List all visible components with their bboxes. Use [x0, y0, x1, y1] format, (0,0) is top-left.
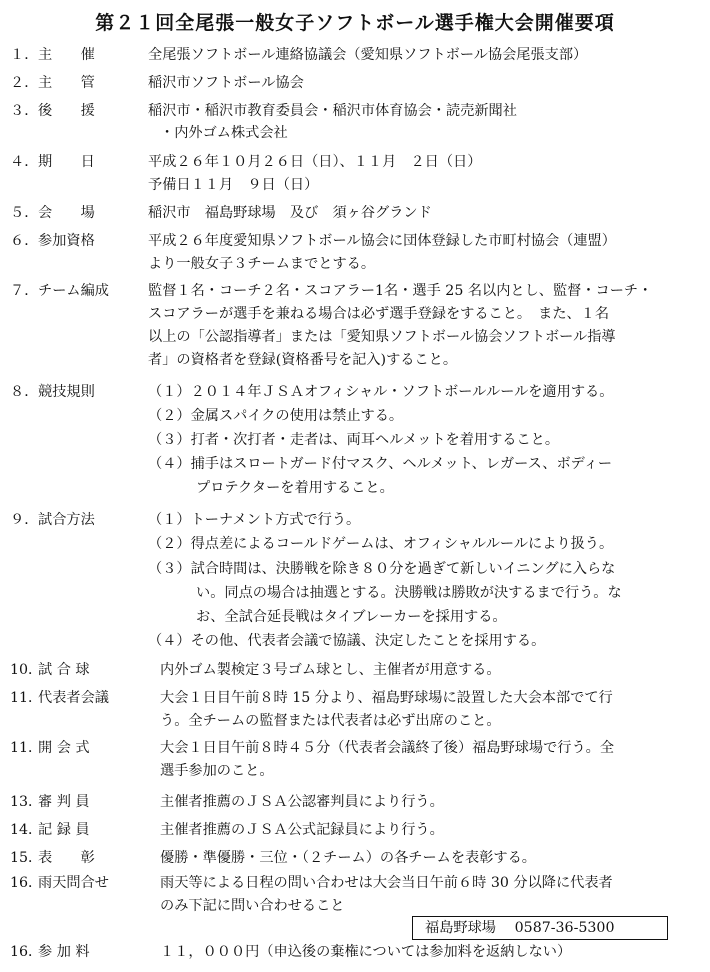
- item-text-line: （４）捕手はスロートガード付マスク、ヘルメット、レガース、ボディー: [148, 456, 613, 472]
- item-label: 主 管: [38, 75, 95, 91]
- item-label: 参 加 料: [38, 944, 90, 960]
- item-text-line: 全尾張ソフトボール連絡協議会（愛知県ソフトボール協会尾張支部）: [148, 47, 588, 63]
- item-text-line: 主催者推薦のＪＳＡ公式記録員により行う。: [160, 822, 444, 838]
- item-label: 期 日: [38, 154, 95, 170]
- item-text-line: 監督１名・コーチ２名・スコアラー1名・選手 25 名以内とし、監督・コーチ・: [148, 283, 653, 299]
- item-number: ５．: [10, 205, 39, 221]
- item-text-line: 大会１日目午前８時 15 分より、福島野球場に設置した大会本部でて行: [160, 690, 613, 706]
- contact-box: 福島野球場 0587-36-5300: [412, 916, 668, 940]
- item-number: 10．: [10, 662, 43, 678]
- item-text-line: （１）トーナメント方式で行う。: [148, 512, 361, 528]
- item-number: 13．: [10, 794, 43, 810]
- item-number: １．: [10, 47, 39, 63]
- item-text-line: （３）打者・次打者・走者は、両耳ヘルメットを着用すること。: [148, 432, 560, 448]
- item-text-line: 選手参加のこと。: [160, 763, 274, 779]
- item-text-line: い。同点の場合は抽選とする。決勝戦は勝敗が決するまで行う。な: [196, 585, 622, 601]
- item-text-line: 大会１日目午前８時４５分（代表者会議終了後）福島野球場で行う。全: [160, 740, 615, 756]
- item-text-line: う。全チームの監督または代表者は必ず出席のこと。: [160, 713, 501, 729]
- item-number: 11．: [10, 740, 43, 756]
- item-text-line: 優勝・準優勝・三位・（２チーム）の各チームを表彰する。: [160, 850, 536, 866]
- item-text-line: プロテクターを着用すること。: [196, 480, 394, 496]
- item-text-line: 以上の「公認指導者」または「愛知県ソフトボール協会ソフトボール指導: [148, 329, 616, 345]
- item-number: ４．: [10, 154, 39, 170]
- item-label: 審 判 員: [38, 794, 90, 810]
- item-label: 試合方法: [38, 512, 95, 528]
- item-label: 表 彰: [38, 850, 95, 866]
- item-text-line: 予備日１１月 ９日（日）: [148, 177, 319, 193]
- item-number: ２．: [10, 75, 39, 91]
- item-label: 雨天問合せ: [38, 875, 109, 891]
- item-text-line: より一般女子３チームまでとする。: [148, 256, 376, 272]
- item-text-line: 雨天等による日程の問い合わせは大会当日午前６時 30 分以降に代表者: [160, 875, 613, 891]
- item-label: 後 援: [38, 103, 95, 119]
- item-text-line: 内外ゴム製検定３号ゴム球とし、主催者が用意する。: [160, 662, 501, 678]
- item-text-line: ・内外ゴム株式会社: [160, 125, 288, 141]
- item-text-line: 者」の資格者を登録(資格番号を記入)すること。: [148, 352, 458, 368]
- item-label: 主 催: [38, 47, 95, 63]
- item-number: 15．: [10, 850, 43, 866]
- item-text-line: 稲沢市 福島野球場 及び 須ヶ谷グランド: [148, 205, 432, 221]
- item-text-line: 稲沢市・稲沢市教育委員会・稲沢市体育協会・読売新聞社: [148, 103, 517, 119]
- item-number: ８．: [10, 384, 39, 400]
- item-number: ７．: [10, 283, 39, 299]
- item-label: 開 会 式: [38, 740, 90, 756]
- item-text-line: （３）試合時間は、決勝戦を除き８０分を過ぎて新しいイニングに入らな: [148, 561, 616, 577]
- item-number: ３．: [10, 103, 39, 119]
- item-label: 会 場: [38, 205, 95, 221]
- item-label: 競技規則: [38, 384, 95, 400]
- item-number: 11．: [10, 690, 43, 706]
- item-label: チーム編成: [38, 283, 109, 299]
- item-text-line: （２）金属スパイクの使用は禁止する。: [148, 408, 404, 424]
- item-text-line: お、全試合延長戦はタイブレーカーを採用する。: [196, 609, 507, 625]
- item-label: 代表者会議: [38, 690, 109, 706]
- item-label: 記 録 員: [38, 822, 90, 838]
- item-number: 14．: [10, 822, 43, 838]
- item-label: 試 合 球: [38, 662, 90, 678]
- item-text-line: のみ下記に問い合わせること: [160, 898, 345, 914]
- item-number: 16．: [10, 875, 43, 891]
- item-text-line: １１，０００円（申込後の棄権については参加料を返納しない）: [160, 944, 572, 960]
- item-text-line: 平成２６年度愛知県ソフトボール協会に団体登録した市町村協会（連盟）: [148, 233, 616, 249]
- item-text-line: 稲沢市ソフトボール協会: [148, 75, 304, 91]
- item-label: 参加資格: [38, 233, 95, 249]
- item-number: ９．: [10, 512, 39, 528]
- item-text-line: スコアラーが選手を兼ねる場合は必ず選手登録をすること。 また、１名: [148, 306, 610, 322]
- page-title: 第２１回全尾張一般女子ソフトボール選手権大会開催要項: [95, 12, 615, 34]
- item-number: ６．: [10, 233, 39, 249]
- item-text-line: （２）得点差によるコールドゲームは、オフィシャルルールにより扱う。: [148, 536, 614, 552]
- item-text-line: （４）その他、代表者会議で協議、決定したことを採用する。: [148, 633, 546, 649]
- item-number: 16．: [10, 944, 43, 960]
- item-text-line: 主催者推薦のＪＳＡ公認審判員により行う。: [160, 794, 444, 810]
- item-text-line: 平成２６年１０月２６日（日）、１１月 ２日（日）: [148, 154, 482, 170]
- item-text-line: （１）２０１４年ＪＳＡオフィシャル・ソフトボールルールを適用する。: [148, 384, 614, 400]
